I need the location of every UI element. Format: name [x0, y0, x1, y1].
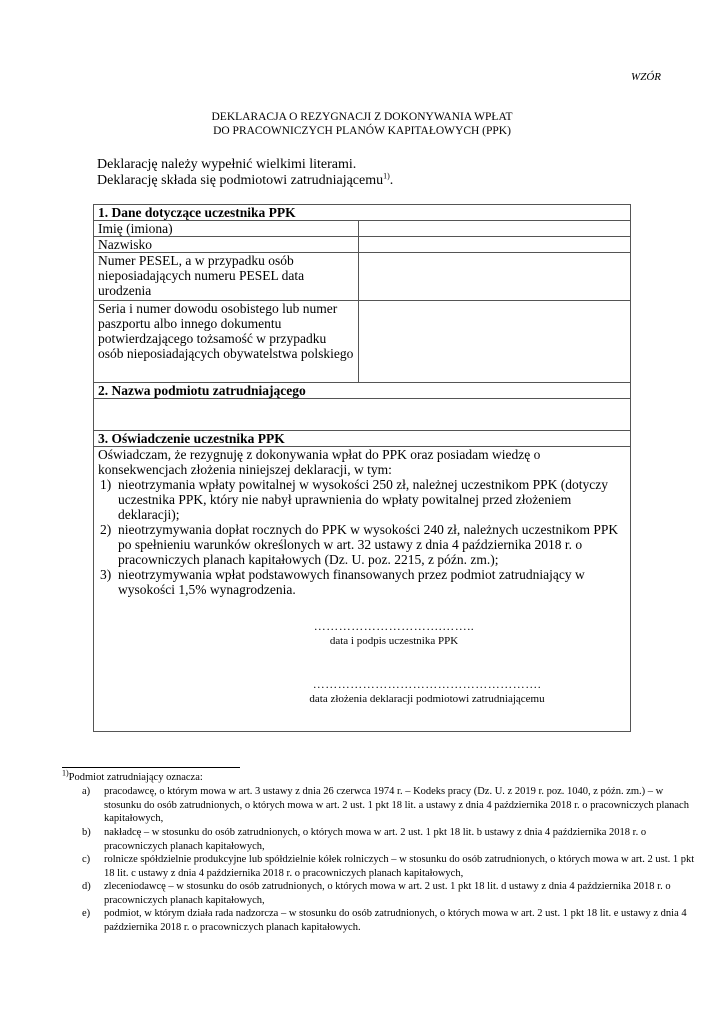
first-name-field[interactable] — [359, 221, 631, 237]
first-name-label: Imię (imiona) — [94, 221, 359, 237]
pesel-label: Numer PESEL, a w przypadku osób nieposiadających numeru PESEL data urodzenia — [94, 253, 359, 301]
list-item: 3) nieotrzymywania wpłat podstawowych finansowanych przez podmiot zatrudniający w wysokości 1,5% wynagrodzenia. — [100, 567, 585, 597]
id-document-field[interactable] — [359, 301, 631, 383]
declaration-form — [93, 204, 631, 732]
id-document-label: Seria i numer dowodu osobistego lub numer paszportu albo innego dokumentu potwierdzającego tożsamość w przypadku osób nieposiadających obywatelstwa polskiego — [94, 301, 359, 383]
participant-signature-label: data i podpis uczestnika PPK — [329, 635, 459, 647]
declaration-body — [94, 447, 631, 732]
document-title-line2: DO PRACOWNICZYCH PLANÓW KAPITAŁOWYCH (PPK) — [213, 125, 511, 137]
consequence-list — [98, 477, 626, 597]
footnote-ref: 1) — [383, 171, 390, 181]
participant-signature-line[interactable]: ………………………….…….. — [313, 619, 475, 633]
document-title-line1: DEKLARACJA O REZYGNACJI Z DOKONYWANIA WPŁAT — [211, 111, 513, 123]
section3-header: 3. Oświadczenie uczestnika PPK — [94, 431, 631, 447]
pesel-field[interactable] — [359, 253, 631, 301]
submission-date-label: data złożenia deklaracji podmiotowi zatrudniającemu — [309, 693, 545, 705]
footnote-intro: $^{1)}$Podmiot zatrudniający oznacza: — [62, 768, 203, 783]
wzor-label: WZÓR — [631, 71, 661, 83]
section1-header: 1. Dane dotyczące uczestnika PPK — [94, 205, 631, 221]
footnote-divider — [62, 767, 240, 768]
submission-date-line[interactable]: ………………………………………………. — [312, 677, 542, 691]
last-name-field[interactable] — [359, 237, 631, 253]
last-name-label: Nazwisko — [94, 237, 359, 253]
employer-name-field[interactable] — [94, 399, 631, 431]
instruction-uppercase: Deklarację należy wypełnić wielkimi literami. — [97, 157, 357, 172]
declaration-statement: Oświadczam, że rezygnuję z dokonywania wpłat do PPK oraz posiadam wiedzę o konsekwencjach złożenia niniejszej deklaracji, w tym: — [98, 447, 541, 477]
section2-header: 2. Nazwa podmiotu zatrudniającego — [94, 383, 631, 399]
instruction-submit: Deklarację składa się podmiotowi zatrudniającemu$^{1)}$. — [97, 171, 394, 188]
list-item: 1) nieotrzymania wpłaty powitalnej w wysokości 250 zł, należnej uczestnikom PPK (dotyczy uczestnika PPK, który nie nabył uprawnienia do wpłaty powitalnej przed złożeniem deklaracji); — [100, 477, 609, 522]
list-item: 2) nieotrzymywania dopłat rocznych do PPK w wysokości 240 zł, należnych uczestnikom PPK po spełnieniu warunków określonych w art. 32 ustawy z dnia 4 października 2018 r. o pracowniczych planach kapitałowych (Dz. U. poz. 2215, z późn. zm.); — [100, 522, 619, 567]
